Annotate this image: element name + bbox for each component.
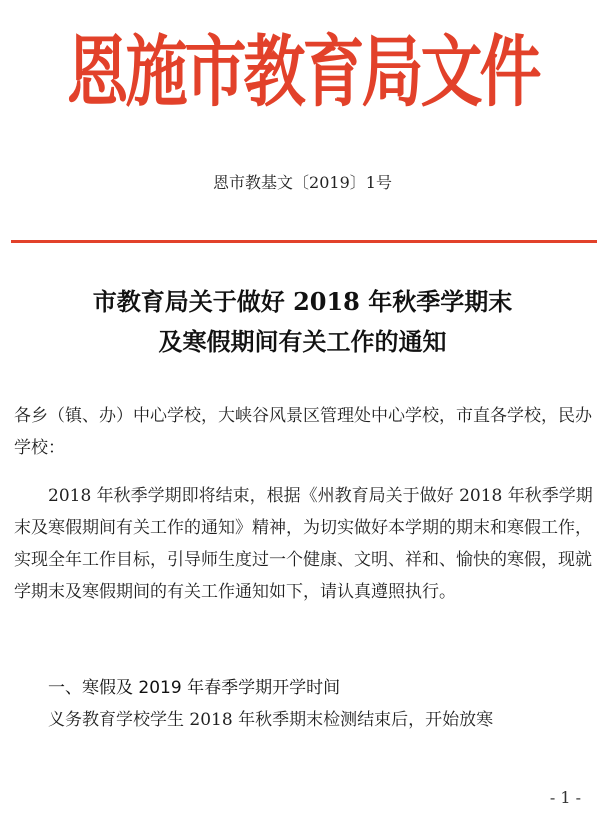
body-paragraph-1: 2018 年秋季学期即将结束，根据《州教育局关于做好 2018 年秋季学期末及寒假期间有关工作的通知》精神，为切实做好本学期的期末和寒假工作，实现全年工作目标，引导师生度过一个健康、文明、祥和、愉快的寒假，现就学期末及寒假期间的有关工作通知如下，请认真遵照执行。 [14, 486, 593, 602]
notice-title-line-2: 及寒假期间有关工作的通知 [158, 327, 447, 356]
document-number: 恩市教基文〔2019〕1号 [213, 173, 392, 192]
document-header-title: 恩施市教育局文件 [66, 25, 539, 117]
header-divider-line [11, 240, 597, 243]
body-paragraph-2: 义务教育学校学生 2018 年秋季期末检测结束后，开始放寒 [48, 710, 494, 730]
addressee-paragraph: 各乡（镇、办）中心学校，大峡谷风景区管理处中心学校，市直各学校，民办学校： [14, 406, 592, 458]
section-heading-1: 一、寒假及 2019 年春季学期开学时间 [48, 678, 341, 698]
page-number: - 1 - [549, 788, 581, 807]
notice-title-line-1: 市教育局关于做好 2018 年秋季学期末 [92, 287, 513, 316]
notice-title [0, 282, 605, 362]
